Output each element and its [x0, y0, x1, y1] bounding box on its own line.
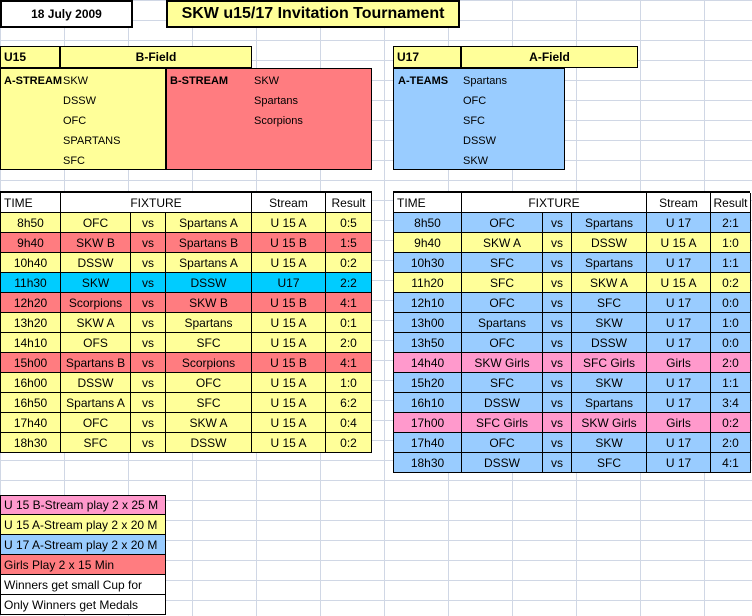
team-name: SFC	[63, 155, 85, 167]
vs-label: vs	[543, 253, 572, 273]
date-cell	[0, 0, 133, 28]
team-name: SKW	[463, 155, 489, 167]
u17-fixtures-table	[393, 191, 750, 473]
home-team: SFC Girls	[462, 413, 543, 433]
vs-label: vs	[543, 353, 572, 373]
home-team: Spartans B	[61, 353, 131, 373]
match-time: 14h40	[394, 353, 462, 373]
time-header: TIME	[394, 193, 462, 213]
vs-label: vs	[543, 233, 572, 253]
result-cell: 1:1	[711, 373, 751, 393]
table-row	[1, 393, 372, 413]
vs-label: vs	[543, 313, 572, 333]
home-team: DSSW	[462, 453, 543, 473]
vs-label: vs	[543, 433, 572, 453]
team-name: SKW	[254, 75, 280, 87]
stream-cell: Girls	[647, 353, 711, 373]
home-team: DSSW	[61, 253, 131, 273]
home-team: Scorpions	[61, 293, 131, 313]
vs-label: vs	[543, 333, 572, 353]
vs-label: vs	[543, 293, 572, 313]
result-cell: 3:4	[711, 393, 751, 413]
home-team: DSSW	[61, 373, 131, 393]
b-stream-label: B-STREAM	[170, 75, 229, 87]
a-teams-label: A-TEAMS	[398, 75, 449, 87]
home-team: Spartans A	[61, 393, 131, 413]
home-team: DSSW	[462, 393, 543, 413]
result-cell: 2:1	[711, 213, 751, 233]
stream-cell: U 17	[647, 433, 711, 453]
table-row	[1, 213, 372, 233]
home-team: OFS	[61, 333, 131, 353]
away-team: Scorpions	[166, 353, 252, 373]
away-team: SKW	[572, 373, 647, 393]
table-row	[394, 213, 751, 233]
stream-cell: U 17	[647, 453, 711, 473]
result-cell: 0:2	[326, 433, 372, 453]
table-row	[394, 233, 751, 253]
away-team: SKW Girls	[572, 413, 647, 433]
result-cell: 1:0	[326, 373, 372, 393]
away-team: SKW B	[166, 293, 252, 313]
table-row	[1, 313, 372, 333]
table-row	[1, 273, 372, 293]
u17-teams-box	[393, 68, 565, 170]
vs-label: vs	[543, 213, 572, 233]
home-team: OFC	[462, 333, 543, 353]
result-cell: 0:2	[711, 413, 751, 433]
result-cell: 1:0	[711, 313, 751, 333]
result-cell: 1:5	[326, 233, 372, 253]
away-team: SKW A	[166, 413, 252, 433]
stream-cell: U 15 A	[252, 433, 326, 453]
table-row	[394, 393, 751, 413]
table-row	[394, 373, 751, 393]
result-cell: 2:0	[711, 353, 751, 373]
match-time: 9h40	[1, 233, 61, 253]
stream-cell: U17	[252, 273, 326, 293]
result-cell: 4:1	[326, 293, 372, 313]
away-team: DSSW	[166, 433, 252, 453]
away-team: SKW A	[572, 273, 647, 293]
result-cell: 4:1	[711, 453, 751, 473]
match-time: 16h10	[394, 393, 462, 413]
away-team: Spartans B	[166, 233, 252, 253]
vs-label: vs	[131, 313, 166, 333]
table-row	[1, 353, 372, 373]
stream-cell: U 17	[647, 373, 711, 393]
vs-label: vs	[543, 393, 572, 413]
table-row	[1, 373, 372, 393]
vs-label: vs	[131, 293, 166, 313]
away-team: SKW	[572, 433, 647, 453]
table-row	[1, 413, 372, 433]
result-cell: 0:0	[711, 333, 751, 353]
a-stream-label: A-STREAM	[4, 75, 63, 87]
vs-label: vs	[543, 413, 572, 433]
away-team: SFC Girls	[572, 353, 647, 373]
table-row	[1, 253, 372, 273]
vs-label: vs	[131, 233, 166, 253]
u17-header	[393, 46, 638, 68]
result-header: Result	[711, 193, 751, 213]
vs-label: vs	[131, 393, 166, 413]
stream-cell: U 15 A	[252, 313, 326, 333]
result-cell: 2:0	[326, 333, 372, 353]
result-cell: 1:1	[711, 253, 751, 273]
home-team: OFC	[462, 433, 543, 453]
u15-b-stream-box	[166, 68, 372, 170]
u15-label: U15	[0, 46, 60, 68]
away-team: SFC	[572, 453, 647, 473]
away-team: DSSW	[166, 273, 252, 293]
match-time: 8h50	[1, 213, 61, 233]
match-time: 15h00	[1, 353, 61, 373]
stream-cell: U 17	[647, 253, 711, 273]
table-row	[394, 353, 751, 373]
stream-cell: U 15 A	[252, 373, 326, 393]
table-row	[394, 413, 751, 433]
stream-cell: U 15 B	[252, 293, 326, 313]
table-row	[394, 433, 751, 453]
table-row	[1, 433, 372, 453]
result-cell: 0:2	[711, 273, 751, 293]
table-row	[394, 293, 751, 313]
u17-field: A-Field	[461, 46, 638, 68]
home-team: OFC	[61, 213, 131, 233]
away-team: Spartans A	[166, 213, 252, 233]
time-header: TIME	[1, 193, 61, 213]
away-team: SFC	[572, 293, 647, 313]
home-team: SKW	[61, 273, 131, 293]
table-row	[394, 313, 751, 333]
match-time: 18h30	[394, 453, 462, 473]
vs-label: vs	[543, 373, 572, 393]
table-row	[1, 293, 372, 313]
team-name: Scorpions	[254, 115, 303, 127]
result-cell: 1:0	[711, 233, 751, 253]
stream-cell: U 15 A	[252, 253, 326, 273]
title-text: SKW u15/17 Invitation Tournament	[181, 5, 445, 22]
stream-cell: U 15 A	[252, 393, 326, 413]
away-team: Spartans	[572, 213, 647, 233]
home-team: SFC	[462, 373, 543, 393]
result-cell: 4:1	[326, 353, 372, 373]
team-name: DSSW	[463, 135, 496, 147]
stream-cell: U 15 A	[252, 333, 326, 353]
match-time: 8h50	[394, 213, 462, 233]
note-item: Winners get small Cup for	[0, 575, 166, 595]
stream-cell: Girls	[647, 413, 711, 433]
date-text: 18 July 2009	[31, 7, 102, 21]
note-item: U 15 A-Stream play 2 x 20 M	[0, 515, 166, 535]
team-name: SPARTANS	[63, 135, 121, 147]
match-time: 12h10	[394, 293, 462, 313]
match-time: 14h10	[1, 333, 61, 353]
vs-label: vs	[543, 273, 572, 293]
result-cell: 2:2	[326, 273, 372, 293]
fixture-header: FIXTURE	[61, 193, 252, 213]
match-time: 18h30	[1, 433, 61, 453]
stream-cell: U 15 B	[252, 233, 326, 253]
team-name: DSSW	[63, 95, 96, 107]
table-row	[394, 453, 751, 473]
away-team: DSSW	[572, 333, 647, 353]
home-team: OFC	[61, 413, 131, 433]
result-header: Result	[326, 193, 372, 213]
match-time: 17h40	[1, 413, 61, 433]
table-row	[394, 273, 751, 293]
result-cell: 6:2	[326, 393, 372, 413]
team-name: OFC	[463, 95, 487, 107]
stream-cell: U 17	[647, 213, 711, 233]
note-item: Girls Play 2 x 15 Min	[0, 555, 166, 575]
team-name: Spartans	[463, 75, 508, 87]
home-team: SKW A	[462, 233, 543, 253]
stream-header: Stream	[647, 193, 711, 213]
team-name: SKW	[63, 75, 89, 87]
stream-cell: U 15 A	[647, 233, 711, 253]
table-row	[394, 333, 751, 353]
match-time: 13h20	[1, 313, 61, 333]
vs-label: vs	[131, 273, 166, 293]
u17-label: U17	[393, 46, 461, 68]
match-time: 10h30	[394, 253, 462, 273]
page-title	[166, 0, 460, 28]
stream-cell: U 17	[647, 333, 711, 353]
match-time: 11h30	[1, 273, 61, 293]
vs-label: vs	[131, 253, 166, 273]
stream-header: Stream	[252, 193, 326, 213]
home-team: SFC	[462, 273, 543, 293]
table-row	[1, 233, 372, 253]
result-cell: 0:5	[326, 213, 372, 233]
stream-cell: U 15 A	[252, 413, 326, 433]
table-row	[1, 333, 372, 353]
home-team: SKW A	[61, 313, 131, 333]
home-team: OFC	[462, 293, 543, 313]
match-time: 16h00	[1, 373, 61, 393]
match-time: 16h50	[1, 393, 61, 413]
result-cell: 0:0	[711, 293, 751, 313]
stream-cell: U 15 A	[252, 213, 326, 233]
home-team: SKW Girls	[462, 353, 543, 373]
match-time: 15h20	[394, 373, 462, 393]
vs-label: vs	[131, 333, 166, 353]
table-header-row	[394, 193, 751, 213]
team-name: OFC	[63, 115, 87, 127]
result-cell: 0:4	[326, 413, 372, 433]
vs-label: vs	[131, 413, 166, 433]
home-team: Spartans	[462, 313, 543, 333]
vs-label: vs	[543, 453, 572, 473]
vs-label: vs	[131, 353, 166, 373]
match-time: 17h00	[394, 413, 462, 433]
note-item: U 17 A-Stream play 2 x 20 M	[0, 535, 166, 555]
table-header-row	[1, 193, 372, 213]
match-time: 11h20	[394, 273, 462, 293]
away-team: OFC	[166, 373, 252, 393]
u15-header	[0, 46, 252, 68]
match-time: 12h20	[1, 293, 61, 313]
away-team: SFC	[166, 393, 252, 413]
home-team: SFC	[462, 253, 543, 273]
result-cell: 0:1	[326, 313, 372, 333]
away-team: SKW	[572, 313, 647, 333]
match-time: 13h50	[394, 333, 462, 353]
u15-field: B-Field	[60, 46, 252, 68]
table-row	[394, 253, 751, 273]
match-time: 13h00	[394, 313, 462, 333]
match-time: 17h40	[394, 433, 462, 453]
away-team: Spartans A	[166, 253, 252, 273]
match-time: 10h40	[1, 253, 61, 273]
stream-cell: U 15 A	[647, 273, 711, 293]
home-team: OFC	[462, 213, 543, 233]
match-time: 9h40	[394, 233, 462, 253]
stream-cell: U 17	[647, 393, 711, 413]
vs-label: vs	[131, 373, 166, 393]
away-team: SFC	[166, 333, 252, 353]
result-cell: 2:0	[711, 433, 751, 453]
stream-cell: U 17	[647, 293, 711, 313]
u15-fixtures-table	[0, 191, 372, 453]
team-name: Spartans	[254, 95, 299, 107]
vs-label: vs	[131, 433, 166, 453]
result-cell: 0:2	[326, 253, 372, 273]
away-team: DSSW	[572, 233, 647, 253]
stream-cell: U 15 B	[252, 353, 326, 373]
team-name: SFC	[463, 115, 485, 127]
note-item: U 15 B-Stream play 2 x 25 M	[0, 495, 166, 515]
u15-a-stream-box	[0, 68, 166, 170]
stream-cell: U 17	[647, 313, 711, 333]
fixture-header: FIXTURE	[462, 193, 647, 213]
home-team: SFC	[61, 433, 131, 453]
away-team: Spartans	[572, 393, 647, 413]
away-team: Spartans	[166, 313, 252, 333]
away-team: Spartans	[572, 253, 647, 273]
note-item: Only Winners get Medals	[0, 595, 166, 615]
vs-label: vs	[131, 213, 166, 233]
home-team: SKW B	[61, 233, 131, 253]
